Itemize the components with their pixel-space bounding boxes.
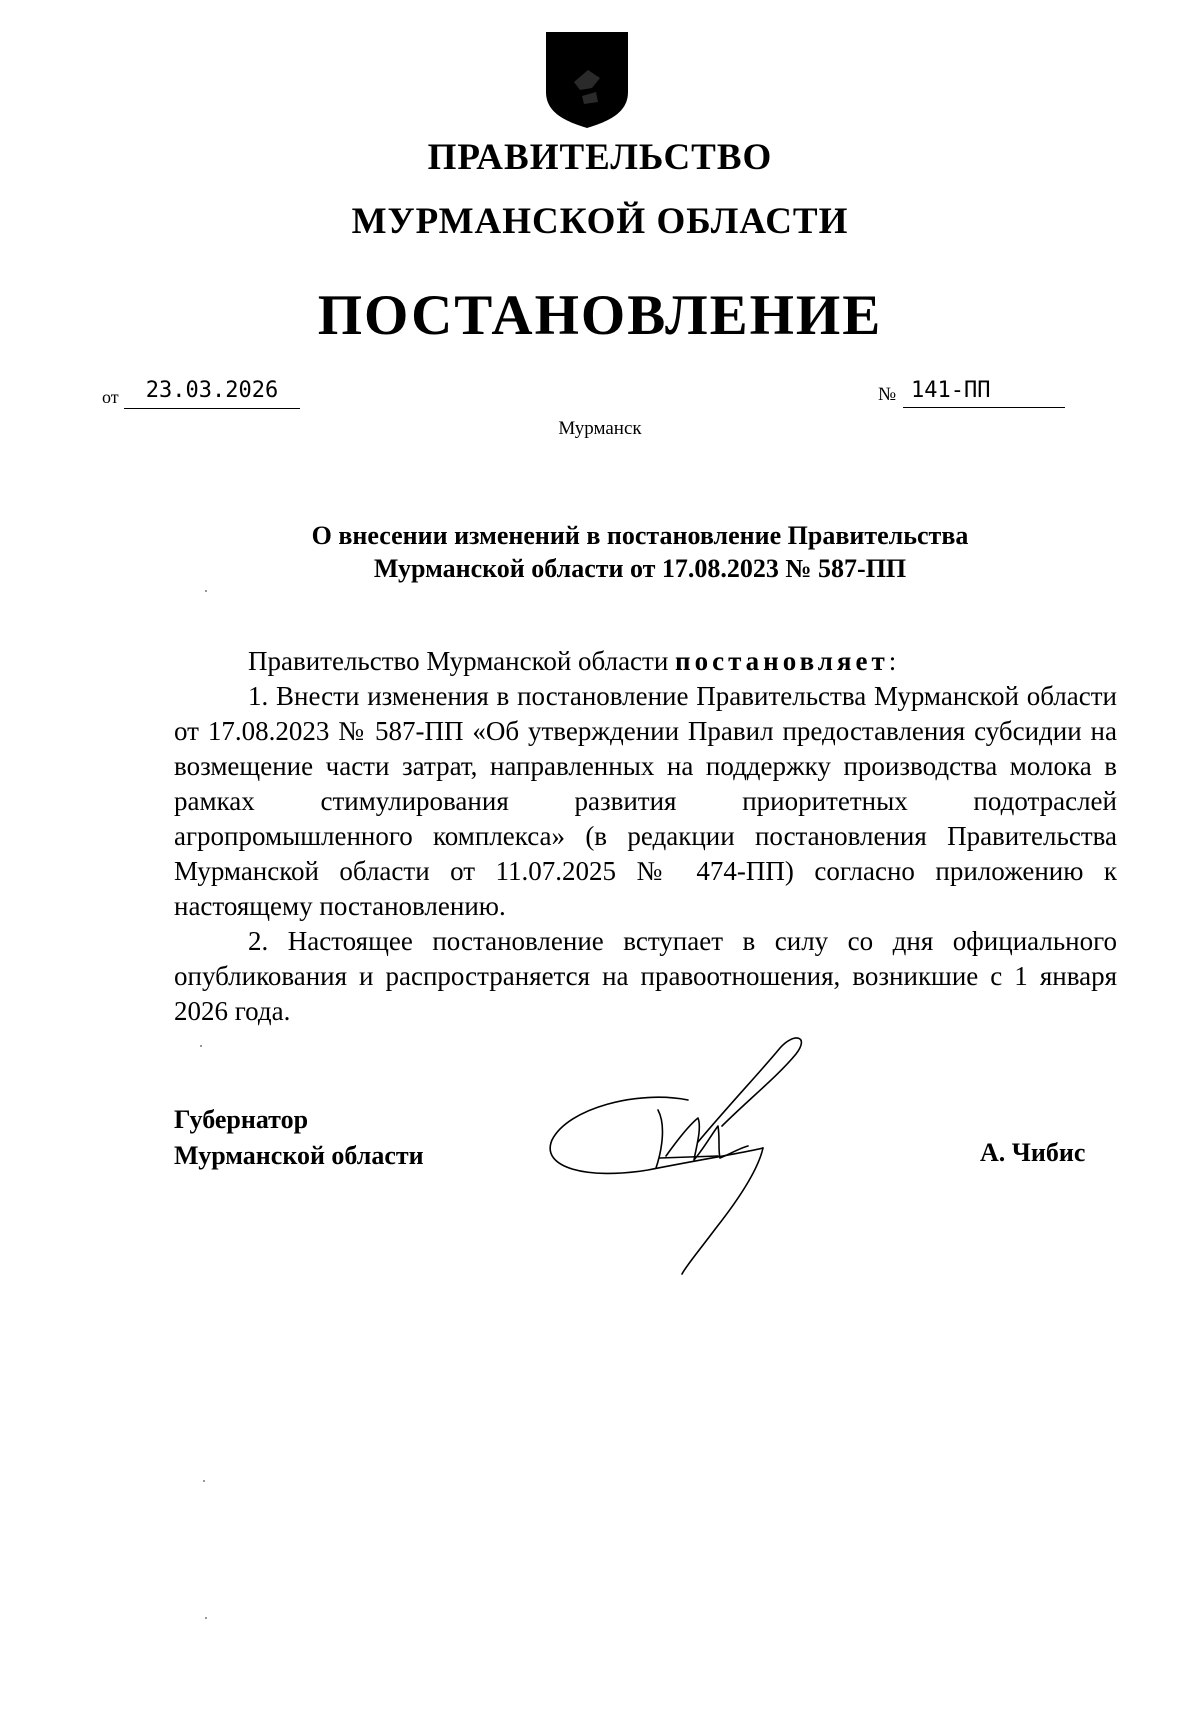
signer-position-line2: Мурманской области xyxy=(174,1141,424,1170)
document-date: 23.03.2026 xyxy=(124,374,300,409)
number-prefix: № xyxy=(878,384,897,405)
intro-tail: : xyxy=(888,646,897,676)
intro-lead: Правительство Мурманской области xyxy=(248,646,676,676)
intro-paragraph xyxy=(174,644,1117,679)
city-name: Мурманск xyxy=(558,418,642,439)
subject-line2: Мурманской области от 17.08.2023 № 587-ПП xyxy=(373,554,907,583)
date-prefix: от xyxy=(102,387,119,407)
scan-speck xyxy=(200,1045,202,1047)
intro-verb: постановляет xyxy=(675,646,889,676)
scan-speck xyxy=(205,590,207,592)
item-2-paragraph: 2. Настоящее постановление вступает в силу со дня официального опубликования и распространяется на правоотношения, возникшие с 1 января 2026 года. xyxy=(174,926,1117,1026)
subject-line1: О внесении изменений в постановление Правительства xyxy=(311,521,969,550)
signer-position xyxy=(174,1102,424,1174)
item-1-paragraph: 1. Внести изменения в постановление Правительства Мурманской области от 17.08.2023 № 587-ПП «Об утверждении Правил предоставления субсидии на возмещение части затрат, направленных на поддержку производства молока в рамках стимулирования развития приоритетных подотраслей агропромышленного комплекса» (в редакции постановления Правительства Мурманской области от 11.07.2025 № 474-ПП) согласно приложению к настоящему постановлению. xyxy=(174,681,1117,921)
signer-position-line1: Губернатор xyxy=(174,1105,309,1134)
coat-of-arms-icon xyxy=(544,30,630,130)
document-type-title: ПОСТАНОВЛЕНИЕ xyxy=(317,284,883,347)
scan-speck xyxy=(205,1617,207,1619)
scan-speck xyxy=(203,1480,205,1482)
document-subject xyxy=(180,519,1100,585)
signer-name: А. Чибис xyxy=(980,1138,1086,1167)
document-number: 141-ПП xyxy=(903,374,1065,408)
document-body xyxy=(174,644,1117,1029)
org-name-line2: МУРМАНСКОЙ ОБЛАСТИ xyxy=(351,201,849,242)
org-name-line1: ПРАВИТЕЛЬСТВО xyxy=(427,137,773,178)
handwritten-signature xyxy=(548,1030,838,1280)
